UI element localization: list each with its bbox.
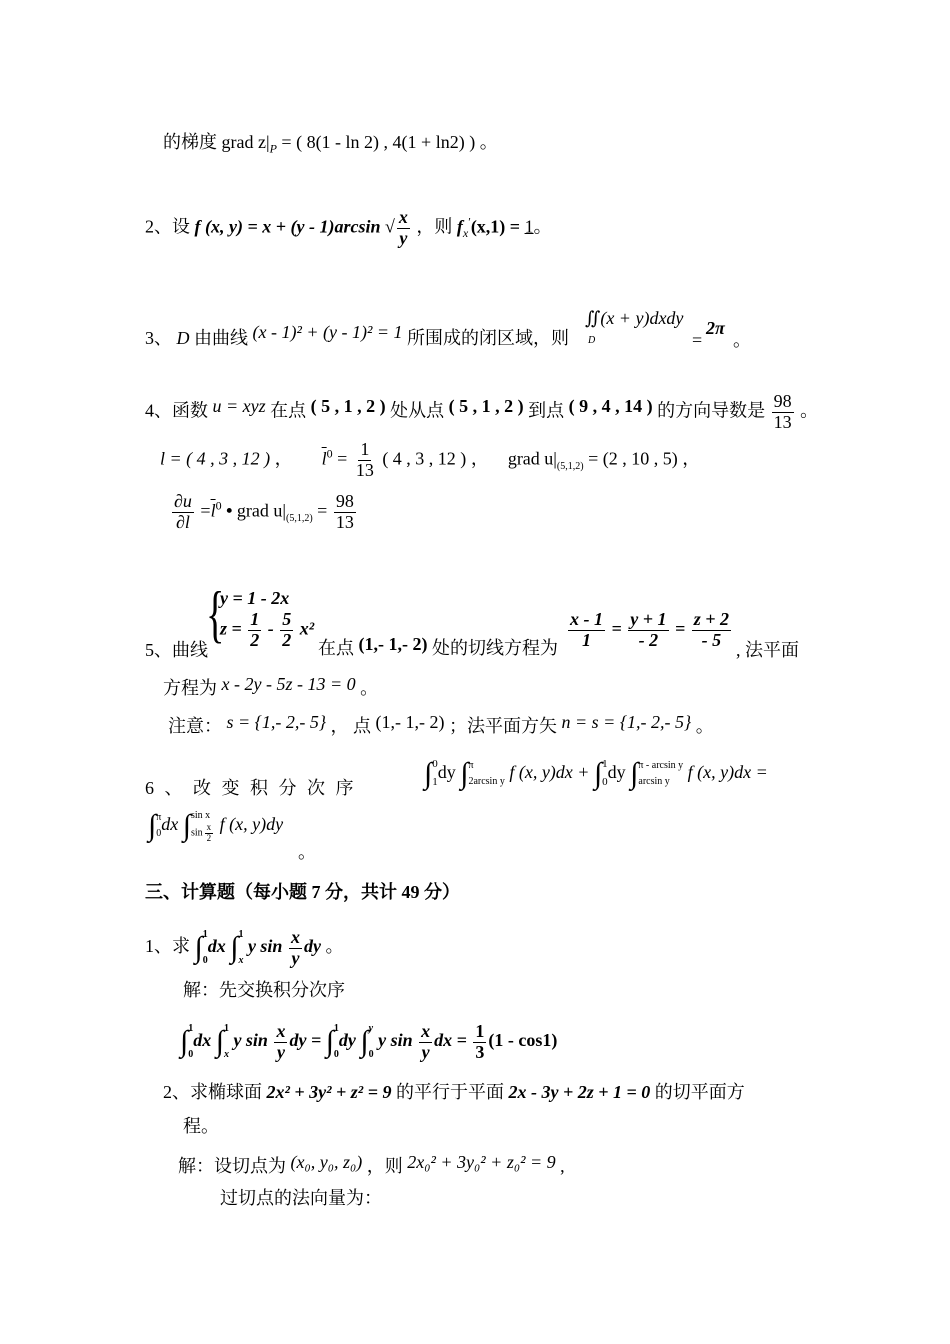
- period: 。: [479, 132, 498, 152]
- fraction: [280, 610, 293, 651]
- math-D: D: [176, 328, 190, 348]
- question-1: [145, 922, 343, 974]
- equals: =: [317, 500, 328, 521]
- numerator: x: [276, 1020, 286, 1041]
- solution-label: 解：先交换积分次序: [183, 980, 345, 1000]
- problem-6-integrals: [424, 756, 768, 792]
- problem-5-plane: [163, 674, 379, 700]
- problem-6-answer: [148, 808, 283, 844]
- vector: ( 4 , 3 , 12 ): [382, 448, 467, 469]
- point: (x₀, y₀, z₀): [290, 1152, 363, 1172]
- lower-limit: 2arcsin y: [468, 776, 505, 787]
- differential: dx =: [434, 1030, 467, 1051]
- problem-4: [145, 392, 818, 433]
- brace: {: [206, 578, 225, 649]
- equals: =: [337, 448, 348, 469]
- fraction-derivative: [172, 492, 194, 533]
- fraction: [568, 610, 605, 651]
- answer: 2π: [706, 318, 725, 338]
- text: x²: [299, 618, 315, 639]
- subscript: D: [588, 335, 596, 346]
- differential: dx: [161, 814, 179, 835]
- denominator: 13: [773, 411, 792, 432]
- denominator: y: [399, 227, 408, 248]
- equals: =: [611, 618, 622, 639]
- text: 在点: [270, 400, 307, 421]
- subscript: (5,1,2): [556, 461, 584, 473]
- math-u: u = xyz: [212, 396, 266, 417]
- problem-5-rest: [318, 634, 558, 660]
- dot: •: [226, 500, 233, 521]
- line-gradient: [163, 132, 498, 156]
- problem-number: 4、函数: [145, 400, 208, 421]
- period: 。: [800, 400, 819, 421]
- denominator: 2: [250, 629, 260, 650]
- fraction: [334, 492, 356, 533]
- upper-limit: 1: [333, 1023, 339, 1034]
- integrand: f (x, y)dx =: [687, 762, 768, 783]
- text: sin: [191, 827, 203, 839]
- integral-sign: ∫: [180, 1025, 189, 1058]
- system-eq-2: [220, 610, 314, 651]
- period: 。: [533, 216, 552, 237]
- numerator: 1: [360, 439, 370, 459]
- math-eq: 2x₀² + 3y₀² + z₀² = 9: [407, 1152, 556, 1172]
- integral-sign: ∫: [148, 809, 157, 842]
- numerator: 1: [475, 1020, 485, 1041]
- integral-sign: ∫: [424, 757, 433, 790]
- upper-limit: y: [368, 1023, 374, 1034]
- integral-sign: ∫: [182, 809, 191, 842]
- math-surface: 2x² + 3y² + z² = 9: [266, 1082, 392, 1102]
- numerator: y + 1: [630, 609, 667, 629]
- numerator: x: [421, 1020, 431, 1041]
- integrand: y sin: [233, 1030, 268, 1051]
- differential: dy =: [289, 1030, 322, 1051]
- math-curve: (x - 1)² + (y - 1)² = 1: [252, 322, 403, 342]
- fraction: [354, 440, 376, 481]
- comma: ，: [470, 448, 489, 469]
- problem-4-derivative: [170, 492, 358, 533]
- question-2-solution: [178, 1152, 565, 1178]
- tangent-line-eq: [566, 610, 733, 651]
- fraction: [628, 610, 668, 651]
- grad: grad u|: [236, 500, 286, 521]
- subscript: P: [269, 141, 277, 156]
- upper-limit: 1: [202, 929, 208, 940]
- problem-number: 2、设: [145, 216, 190, 237]
- text: 由曲线: [194, 328, 248, 348]
- numerator: z + 2: [693, 609, 730, 629]
- text: 的方向导数是: [657, 400, 766, 421]
- period: 。: [298, 842, 316, 862]
- differential: dy: [607, 762, 626, 783]
- text: 处的切线方程为: [431, 638, 558, 658]
- text: 的平行于平面: [395, 1082, 504, 1102]
- comma: ，: [330, 716, 349, 736]
- text: 方程为: [163, 678, 217, 698]
- text: z =: [220, 618, 242, 639]
- problem-2: [145, 208, 552, 249]
- numerator: 98: [773, 391, 792, 411]
- point: ( 5 , 1 , 2 ): [448, 396, 524, 417]
- math-args: (x,1) =: [470, 216, 521, 237]
- lower-limit: 0: [368, 1049, 374, 1060]
- question-1-solution: [180, 1016, 557, 1068]
- result: (1 - cos1): [488, 1030, 558, 1051]
- comma: ，: [682, 448, 701, 469]
- differential: dy: [303, 936, 321, 957]
- text: 解：设切点为: [178, 1156, 286, 1176]
- lower-limit: x: [223, 1049, 229, 1060]
- integral-sign: ∫: [215, 1025, 224, 1058]
- lower-limit: 0: [202, 955, 208, 966]
- integral-sign: ∫: [630, 757, 639, 790]
- math-l: $\overline{l}$: [210, 500, 216, 521]
- lower-limit: 0: [156, 828, 162, 839]
- integrand: y sin: [247, 936, 283, 957]
- text: , 法平面: [736, 640, 799, 660]
- text: 的梯度: [163, 132, 217, 152]
- fraction: [289, 928, 302, 969]
- equals: =: [200, 500, 211, 521]
- problem-5-note: [168, 712, 714, 738]
- problem-number: 3、: [145, 328, 172, 348]
- math-s: s = {1,- 2,- 5}: [226, 712, 327, 732]
- text: ，则: [366, 1156, 403, 1176]
- fraction: [692, 610, 731, 651]
- lower-limit: [191, 823, 215, 844]
- math-l0: $\overline{l}$: [321, 448, 327, 469]
- denominator: 1: [582, 629, 591, 650]
- math-plane: x - 2y - 5z - 13 = 0: [221, 674, 356, 694]
- denominator: ∂l: [176, 511, 190, 532]
- math-l: l = ( 4 , 3 , 12 ): [160, 448, 271, 469]
- numerator: x - 1: [570, 609, 603, 629]
- upper-limit: 1: [238, 929, 244, 940]
- equals: =: [692, 330, 703, 350]
- question-2: [163, 1082, 745, 1104]
- differential: dy: [338, 1030, 356, 1051]
- upper-limit: π: [468, 760, 474, 771]
- problem-4-steps: [160, 440, 700, 481]
- text: 的切平面方: [654, 1082, 745, 1102]
- fraction-answer: [772, 392, 794, 433]
- text: 所围成的闭区域，则: [407, 328, 570, 348]
- integrand: f (x, y)dy: [219, 814, 284, 835]
- grad: grad u|: [507, 448, 557, 469]
- math-n: n = s = {1,- 2,- 5}: [561, 712, 692, 732]
- denominator: 13: [335, 511, 354, 532]
- numerator: 1: [250, 609, 260, 629]
- problem-3: [145, 322, 570, 350]
- denominator: 3: [475, 1041, 485, 1062]
- upper-limit: sin x: [191, 809, 211, 821]
- text: 处从点: [390, 400, 445, 421]
- upper-limit: π - arcsin y: [638, 760, 684, 771]
- subscript: x: [462, 226, 469, 241]
- problem-number: 2、求椭球面: [163, 1082, 262, 1102]
- comma: ,: [560, 1156, 565, 1176]
- text: 到点: [528, 400, 565, 421]
- fraction: [397, 208, 410, 249]
- numerator: ∂u: [174, 491, 192, 511]
- numerator: x: [398, 207, 408, 227]
- prime: ′: [468, 214, 471, 229]
- problem-number: 6 、 改 变 积 分 次 序: [145, 778, 354, 798]
- fraction: [419, 1022, 432, 1063]
- math-plane: 2x - 3y + 2z + 1 = 0: [508, 1082, 651, 1102]
- minus: -: [267, 618, 274, 639]
- point: (1,- 1,- 2): [375, 712, 445, 732]
- sqrt: √ $\frac{x}{y}$: [384, 207, 408, 248]
- equals: =: [675, 618, 686, 639]
- superscript: 0: [326, 446, 333, 461]
- upper-limit: π: [156, 812, 162, 823]
- differential: dx: [207, 936, 226, 957]
- math-grad: grad z|: [221, 132, 270, 152]
- fraction: [274, 1022, 287, 1063]
- denominator: 2: [282, 629, 292, 650]
- problem-number: 1、求: [145, 936, 190, 957]
- denominator: - 2: [638, 629, 659, 650]
- point: (1,- 1,- 2): [358, 634, 428, 654]
- grad-value: = (2 , 10 , 5): [588, 448, 678, 469]
- integral-sign: ∫: [194, 931, 203, 964]
- text: 在点: [318, 638, 354, 658]
- upper-limit: 1: [223, 1023, 229, 1034]
- text: 点: [353, 716, 372, 736]
- problem-number: 5、曲线: [145, 640, 208, 660]
- denominator: y: [421, 1041, 430, 1062]
- math-integral: ∬(x + y)dxdy: [585, 308, 684, 328]
- upper-limit: 1: [188, 1023, 194, 1034]
- denominator: 13: [355, 459, 374, 480]
- math-function: f (x, y) = x + (y - 1)arcsin: [194, 216, 381, 237]
- integral-sign: ∫: [360, 1025, 369, 1058]
- lower-limit: x: [238, 955, 244, 966]
- period: 。: [695, 716, 714, 736]
- denominator: - 5: [701, 629, 722, 650]
- integral-sign: ∫: [593, 757, 603, 790]
- lower-limit: 0: [602, 776, 608, 788]
- text: 过切点的法向量为：: [220, 1188, 382, 1208]
- lower-limit: arcsin y: [638, 776, 670, 787]
- point: ( 5 , 1 , 2 ): [310, 396, 386, 417]
- integral-sign: ∫: [230, 931, 239, 964]
- subscript: (5,1,2): [285, 513, 313, 525]
- period: 。: [360, 678, 379, 698]
- answer: 1: [524, 216, 534, 237]
- integral-sign: ∫: [460, 757, 469, 790]
- text: ；法平面方矢: [449, 716, 558, 736]
- lower-limit: 0: [333, 1049, 339, 1060]
- integrand: y sin: [378, 1030, 413, 1051]
- system-eq-1: y = 1 - 2x: [220, 588, 290, 608]
- integral-sign: ∫: [325, 1025, 334, 1058]
- period: 。: [325, 936, 344, 957]
- text: 程。: [183, 1116, 219, 1136]
- denominator: y: [276, 1041, 285, 1062]
- math-f: f: [456, 216, 463, 237]
- differential: dx: [193, 1030, 212, 1051]
- fraction: [473, 1022, 486, 1063]
- denominator: y: [291, 947, 300, 968]
- math-value: = ( 8(1 - ln 2) , 4(1 + ln2) ): [281, 132, 476, 152]
- differential: dy: [437, 762, 456, 783]
- numerator: 5: [282, 609, 292, 629]
- fraction: [248, 610, 261, 651]
- superscript: 0: [215, 498, 222, 513]
- text: ，则: [416, 216, 453, 237]
- numerator: x: [206, 821, 212, 832]
- text: 注意：: [168, 716, 222, 736]
- point: ( 9 , 4 , 14 ): [568, 396, 653, 417]
- numerator: x: [290, 926, 300, 947]
- numerator: 98: [335, 491, 354, 511]
- period: 。: [733, 330, 751, 350]
- denominator: 2: [206, 832, 212, 843]
- integral-p3: [585, 308, 683, 330]
- upper-limit: 0: [432, 758, 438, 771]
- lower-limit: 0: [188, 1049, 194, 1060]
- upper-limit: 1: [602, 758, 608, 771]
- fraction: [205, 823, 214, 844]
- lower-limit: 1: [432, 776, 438, 788]
- comma: ，: [274, 448, 293, 469]
- section-title: 三、计算题（每小题 7 分，共计 49 分）: [145, 882, 460, 902]
- integrand: f (x, y)dx +: [509, 762, 590, 783]
